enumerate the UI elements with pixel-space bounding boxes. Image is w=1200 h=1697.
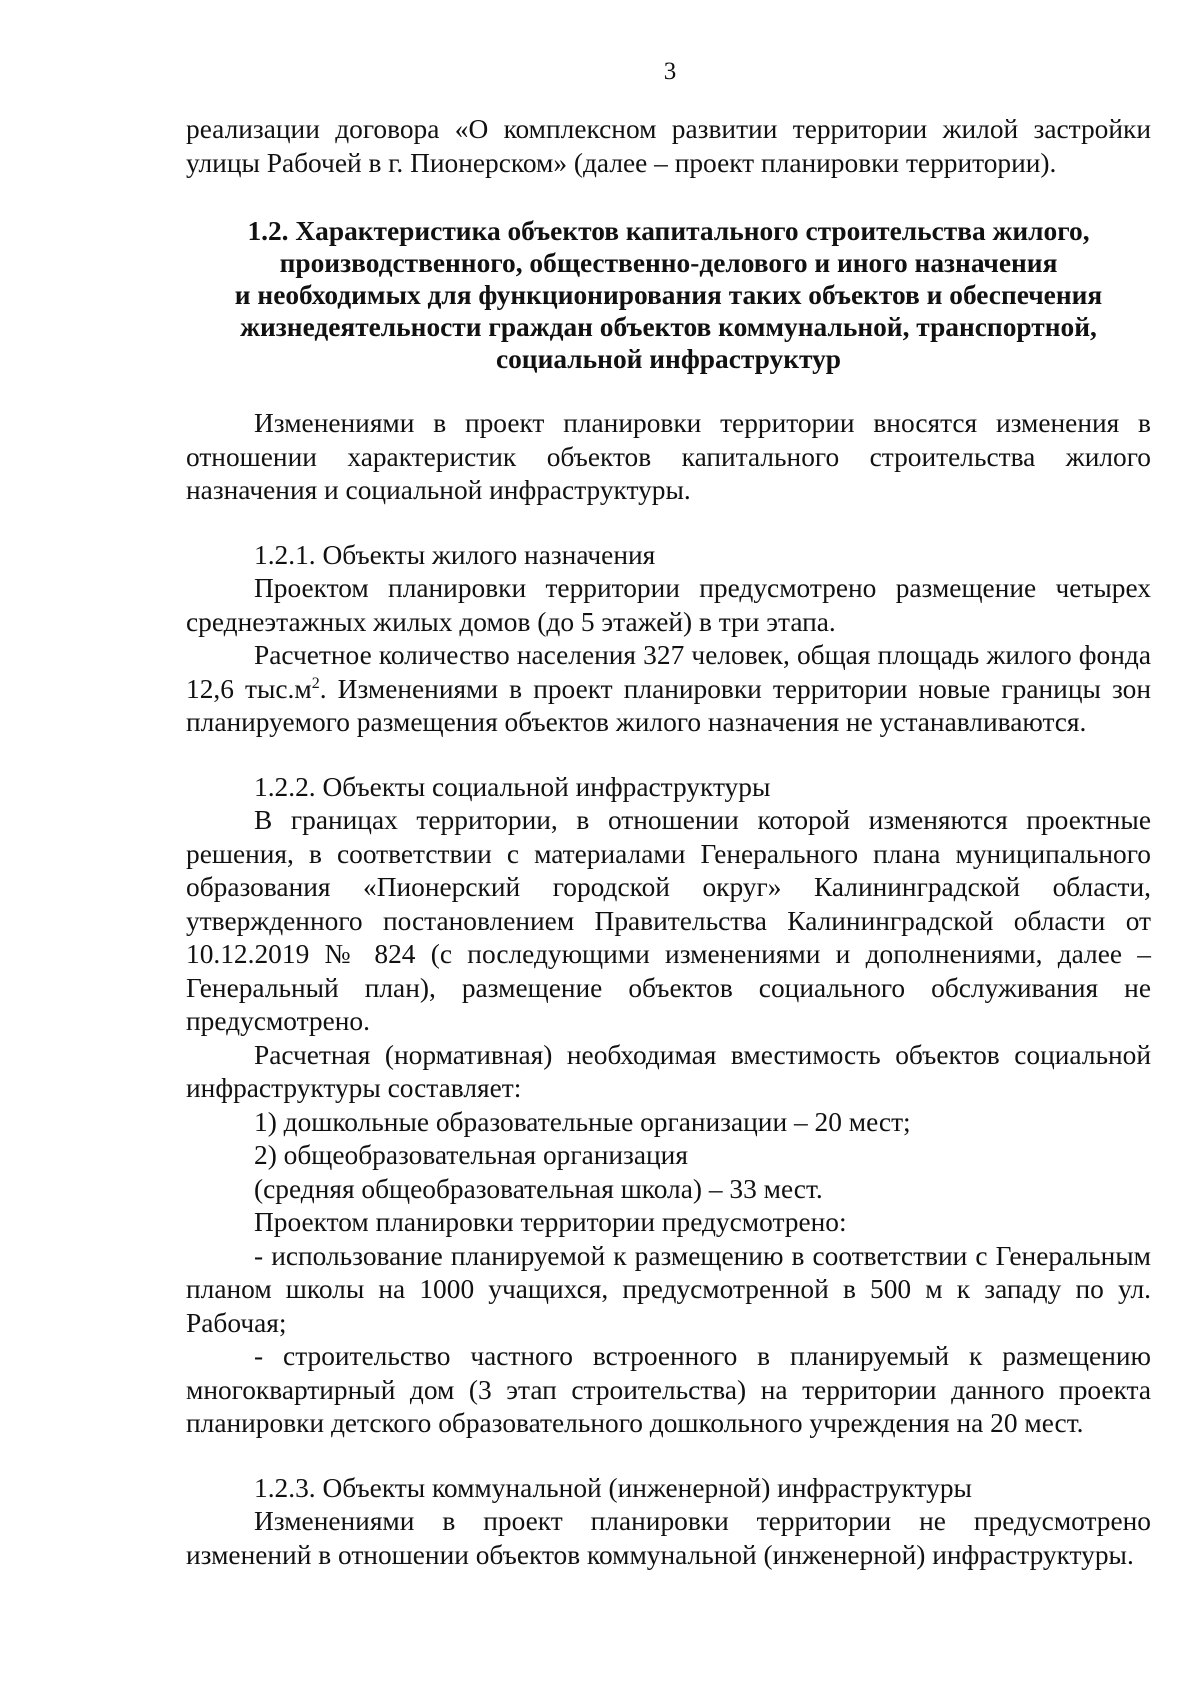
subsection-2-paragraph-1: В границах территории, в отношении которой изменяются проектные решения, в соответствии с материалами Генерального плана муниципального образования «Пионерский городской округ» Калининградской области, утвержденного постановлением Правительства Калининградской области от 10.12.2019 № 824 (с последующими изменениями и дополнениями, далее – Генеральный план), размещение объектов социального обслуживания не предусмотрено. [186, 805, 1151, 1036]
superscript-2: 2 [311, 674, 320, 692]
list-item-school: 2) общеобразовательная организация [254, 1140, 688, 1170]
subsection-1-paragraph-1: Проектом планировки территории предусмотрено размещение четырех среднеэтажных жилых домов (до 5 этажей) в три этапа. [186, 573, 1151, 637]
subsection-1-paragraph-2-text: Расчетное количество населения 327 человек, общая площадь жилого фонда 12,6 тыс.м [186, 640, 1151, 704]
subsection-3-title: 1.2.3. Объекты коммунальной (инженерной) инфраструктуры [254, 1472, 972, 1503]
subsection-1-title: 1.2.1. Объекты жилого назначения [254, 539, 656, 570]
section-heading-line: жизнедеятельности граждан объектов коммунальной, транспортной, [240, 312, 1097, 342]
bullet-kindergarten-construction: - строительство частного встроенного в планируемый к размещению многоквартирный дом (3 этап строительства) на территории данного проекта планировки детского образовательного дошкольного учреждения на 20 мест. [186, 1341, 1151, 1438]
page-number: 3 [663, 58, 677, 85]
section-heading-line: 1.2. Характеристика объектов капитального строительства жилого, [247, 216, 1090, 246]
subsection-2-paragraph-2: Расчетная (нормативная) необходимая вместимость объектов социальной инфраструктуры составляет: [186, 1039, 1151, 1103]
section-intro-paragraph: Изменениями в проект планировки территории вносятся изменения в отношении характеристик объектов капитального строительства жилого назначения и социальной инфраструктуры. [186, 408, 1151, 505]
subsection-1-paragraph-2 [186, 639, 1151, 740]
subsection-1-paragraph-2-text-cont: . Изменениями в проект планировки территории новые границы зон планируемого размещения объектов жилого назначения не устанавливаются. [186, 673, 1151, 737]
subsection-2-paragraph-3: Проектом планировки территории предусмотрено: [254, 1207, 847, 1237]
bullet-school-usage: - использование планируемой к размещению в соответствии с Генеральным планом школы на 1000 учащихся, предусмотренной в 500 м к западу по ул. Рабочая; [186, 1240, 1151, 1338]
subsection-3-paragraph-1: Изменениями в проект планировки территории не предусмотрено изменений в отношении объектов коммунальной (инженерной) инфраструктуры. [186, 1506, 1151, 1570]
document-body [186, 113, 1151, 1572]
subsection-2-title: 1.2.2. Объекты социальной инфраструктуры [254, 771, 771, 802]
section-heading-line: производственного, общественно-делового и иного назначения [279, 248, 1058, 278]
section-heading-line: и необходимых для функционирования таких объектов и обеспечения [234, 280, 1103, 310]
section-heading-line: социальной инфраструктур [495, 344, 842, 374]
list-item-preschool: 1) дошкольные образовательные организации – 20 мест; [254, 1106, 911, 1137]
list-item-school-detail: (средняя общеобразовательная школа) – 33 мест. [254, 1173, 823, 1204]
intro-paragraph: реализации договора «О комплексном развитии территории жилой застройки улицы Рабочей в г. Пионерском» (далее – проект планировки территории). [186, 114, 1151, 178]
section-heading [186, 215, 1151, 375]
